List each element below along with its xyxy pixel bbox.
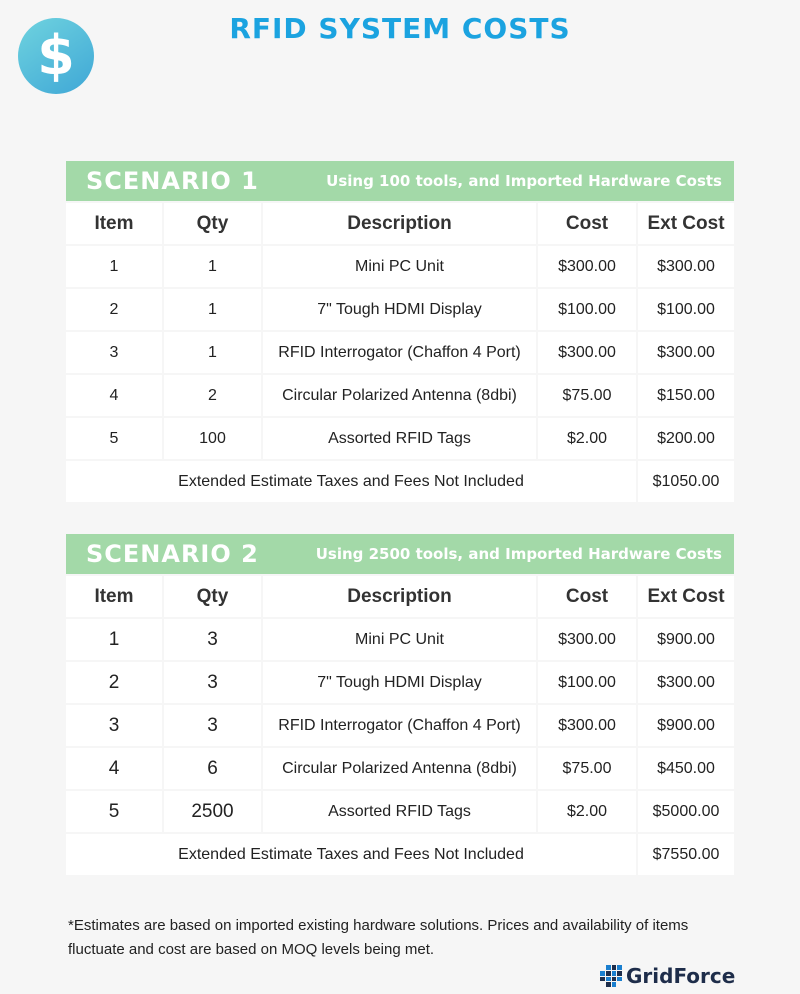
cell-qty: 100: [164, 418, 261, 459]
cell-item: 5: [66, 418, 162, 459]
cell-item: 4: [66, 748, 162, 789]
total-value: $7550.00: [638, 834, 734, 875]
cell-cost: $300.00: [538, 246, 636, 287]
cell-qty: 6: [164, 748, 261, 789]
cell-item: 3: [66, 705, 162, 746]
scenario-header: [66, 161, 734, 201]
cell-description: 7" Tough HDMI Display: [263, 289, 536, 330]
cell-cost: $300.00: [538, 619, 636, 660]
column-header-description: Description: [263, 203, 536, 244]
logo-text: GridForce: [626, 964, 736, 988]
cell-description: RFID Interrogator (Chaffon 4 Port): [263, 705, 536, 746]
cell-cost: $300.00: [538, 332, 636, 373]
column-header-item: Item: [66, 576, 162, 617]
cell-ext-cost: $450.00: [638, 748, 734, 789]
cell-cost: $75.00: [538, 375, 636, 416]
column-header-item: Item: [66, 203, 162, 244]
cell-item: 2: [66, 289, 162, 330]
scenario-1-table: [66, 161, 734, 502]
cell-cost: $300.00: [538, 705, 636, 746]
cell-qty: 2500: [164, 791, 261, 832]
cell-cost: $100.00: [538, 289, 636, 330]
total-label: Extended Estimate Taxes and Fees Not Included: [66, 461, 636, 502]
cell-qty: 2: [164, 375, 261, 416]
cell-item: 1: [66, 246, 162, 287]
dollar-glyph: $: [37, 24, 75, 87]
cell-ext-cost: $300.00: [638, 662, 734, 703]
cell-ext-cost: $300.00: [638, 246, 734, 287]
cell-ext-cost: $150.00: [638, 375, 734, 416]
column-header-ext-cost: Ext Cost: [638, 203, 734, 244]
cell-qty: 1: [164, 246, 261, 287]
column-header-qty: Qty: [164, 576, 261, 617]
cost-grid: [66, 576, 734, 875]
cell-ext-cost: $5000.00: [638, 791, 734, 832]
column-header-description: Description: [263, 576, 536, 617]
scenario-2-table: [66, 534, 734, 875]
cell-description: Circular Polarized Antenna (8dbi): [263, 748, 536, 789]
cell-description: Assorted RFID Tags: [263, 791, 536, 832]
scenario-name: SCENARIO 2: [86, 540, 259, 568]
scenario-header: [66, 534, 734, 574]
cell-ext-cost: $300.00: [638, 332, 734, 373]
total-label: Extended Estimate Taxes and Fees Not Included: [66, 834, 636, 875]
cell-qty: 1: [164, 289, 261, 330]
column-header-cost: Cost: [538, 576, 636, 617]
cost-grid: [66, 203, 734, 502]
total-value: $1050.00: [638, 461, 734, 502]
scenario-subtitle: Using 100 tools, and Imported Hardware Costs: [326, 172, 722, 190]
cell-qty: 3: [164, 619, 261, 660]
cell-cost: $2.00: [538, 418, 636, 459]
page-title: RFID SYSTEM COSTS: [229, 12, 571, 45]
cell-description: 7" Tough HDMI Display: [263, 662, 536, 703]
column-header-cost: Cost: [538, 203, 636, 244]
cell-item: 1: [66, 619, 162, 660]
cell-qty: 3: [164, 662, 261, 703]
cell-cost: $2.00: [538, 791, 636, 832]
cell-qty: 3: [164, 705, 261, 746]
cell-item: 3: [66, 332, 162, 373]
cell-description: Mini PC Unit: [263, 246, 536, 287]
gridforce-logo: [600, 964, 735, 988]
gridforce-logo-icon: [600, 965, 622, 987]
scenario-name: SCENARIO 1: [86, 167, 259, 195]
cell-ext-cost: $900.00: [638, 619, 734, 660]
cell-cost: $75.00: [538, 748, 636, 789]
cell-description: Mini PC Unit: [263, 619, 536, 660]
cell-item: 5: [66, 791, 162, 832]
cell-description: RFID Interrogator (Chaffon 4 Port): [263, 332, 536, 373]
cell-qty: 1: [164, 332, 261, 373]
scenario-subtitle: Using 2500 tools, and Imported Hardware Costs: [315, 545, 722, 563]
cell-item: 4: [66, 375, 162, 416]
cell-ext-cost: $100.00: [638, 289, 734, 330]
cell-ext-cost: $200.00: [638, 418, 734, 459]
column-header-qty: Qty: [164, 203, 261, 244]
cell-description: Circular Polarized Antenna (8dbi): [263, 375, 536, 416]
column-header-ext-cost: Ext Cost: [638, 576, 734, 617]
cell-description: Assorted RFID Tags: [263, 418, 536, 459]
footnote: *Estimates are based on imported existing hardware solutions. Prices and availability of items fluctuate and cost are based on MOQ levels being met.: [68, 917, 689, 958]
cell-cost: $100.00: [538, 662, 636, 703]
cell-item: 2: [66, 662, 162, 703]
cell-ext-cost: $900.00: [638, 705, 734, 746]
